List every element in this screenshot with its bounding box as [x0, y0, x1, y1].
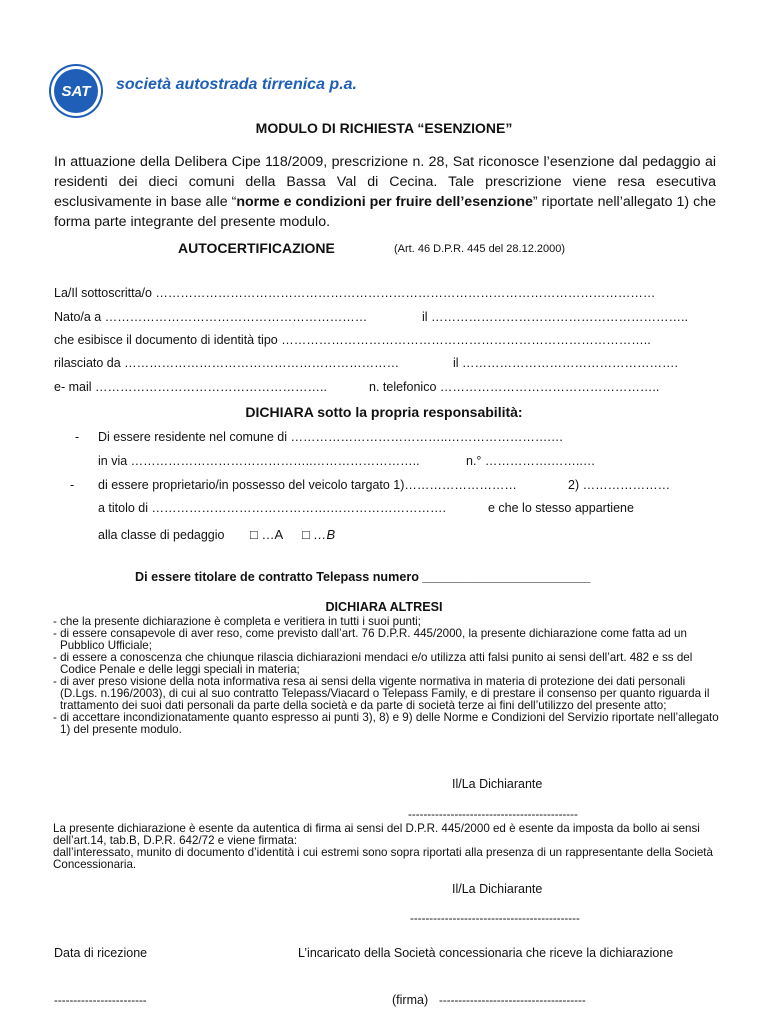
dichiara-heading: DICHIARA sotto la propria responsabilità:: [245, 404, 523, 420]
esente-line-2: dall’interessato, munito di documento d’identità i cui estremi sono sopra riportati alla presenza di un rappresentante della Società Concessionaria.: [53, 846, 713, 871]
checkbox-classe-a[interactable]: □ …A: [250, 527, 284, 542]
bullet-dash: -: [75, 430, 80, 444]
field-rilasciato-da[interactable]: rilasciato da …………………………………………………………: [54, 356, 400, 370]
field-nato-a[interactable]: Nato/a a ………………………………………………………: [54, 310, 368, 324]
dichiara-altresi-heading: DICHIARA ALTRESI: [325, 600, 443, 614]
intro-paragraph: In attuazione della Delibera Cipe 118/2009, prescrizione n. 28, Sat riconosce l’esenzione dal pedaggio ai residenti dei dieci comuni della Bassa Val di Cecina. Tale prescrizione viene resa esecutiva esclusivamente in base alle “norme e condizioni per fruire dell’esenzione” riportate nell’allegato 1) che forma parte integrante del presente modulo.: [54, 154, 717, 230]
field-telepass[interactable]: Di essere titolare de contratto Telepass numero ________________________: [135, 570, 591, 584]
field-nato-il[interactable]: il ……………………………………………………..: [422, 310, 688, 324]
field-targa-2[interactable]: 2) …………………: [568, 478, 671, 492]
dichiara-altresi-list: [53, 616, 719, 736]
signature-label-2: Il/La Dichiarante: [452, 882, 543, 896]
field-targa-1[interactable]: di essere proprietario/in possesso del veicolo targato 1)………………………: [98, 478, 517, 492]
date-line[interactable]: ------------------------: [54, 994, 147, 1007]
sat-logo: SAT: [51, 66, 101, 116]
classe-label: alla classe di pedaggio: [98, 528, 225, 542]
list-item: - di essere a conoscenza che chiunque rilascia dichiarazioni mendaci e/o utilizza atti falsi punito ai sensi dell’art. 482 e ss del Codice Penale e delle leggi speciali in materia;: [53, 651, 693, 676]
company-name: società autostrada tirrenica p.a.: [116, 76, 357, 93]
data-ricezione-label: Data di ricezione: [54, 946, 148, 960]
list-item: - di accettare incondizionatamente quanto espresso ai punti 3), 8) e 9) delle Norme e Condizioni del Servizio riportate nell’allegato 1) del presente modulo.: [53, 711, 719, 736]
signature-line-2[interactable]: --------------------------------------------: [410, 912, 580, 925]
firma-label: (firma): [392, 993, 429, 1007]
field-telefono[interactable]: n. telefonico ……………………………………………..: [369, 380, 660, 394]
field-residente[interactable]: Di essere residente nel comune di ………………………………..…………………….…: [98, 430, 564, 444]
page-title: MODULO DI RICHIESTA “ESENZIONE”: [255, 120, 513, 136]
list-item: - che la presente dichiarazione è completa e veritiera in tutti i suoi punti;: [53, 615, 421, 628]
signature-line-1[interactable]: --------------------------------------------: [408, 808, 578, 821]
field-sottoscritto[interactable]: La/Il sottoscritta/o …………………………………………………………………………………………………………: [54, 286, 656, 300]
autocertificazione-heading: AUTOCERTIFICAZIONE: [178, 240, 335, 256]
field-email[interactable]: e- mail ………………………………………………..: [54, 380, 327, 394]
field-documento[interactable]: che esibisce il documento di identità tipo ……………………………………………………………………………..: [54, 333, 651, 347]
checkbox-classe-b[interactable]: □ …B: [302, 527, 336, 542]
incaricato-label: L’incaricato della Società concessionaria che riceve la dichiarazione: [298, 946, 674, 960]
field-civico[interactable]: n.° …………….……..…: [466, 454, 596, 468]
bullet-dash: -: [70, 478, 75, 492]
appartiene-text: e che lo stesso appartiene: [488, 501, 634, 515]
signature-label-1: Il/La Dichiarante: [452, 777, 543, 791]
field-rilasciato-il[interactable]: il …………………………………………….: [453, 356, 678, 370]
firma-line[interactable]: --------------------------------------: [439, 994, 586, 1007]
autocertificazione-reference: (Art. 46 D.P.R. 445 del 28.12.2000): [394, 243, 566, 255]
field-via[interactable]: in via ……………………………………..……………………..: [98, 454, 420, 468]
list-item: - di essere consapevole di aver reso, come previsto dall’art. 76 D.P.R. 445/2000, la presente dichiarazione come fatta ad un Pubblico Ufficiale;: [53, 627, 687, 652]
field-titolo[interactable]: a titolo di …………………………………….……………………….: [98, 501, 446, 515]
list-item: - di aver preso visione della nota informativa resa ai sensi della vigente normativa in materia di protezione dei dati personali (D.Lgs. n.196/2003), di cui al suo contratto Telepass/Viacard o Telepass Family, e di prestare il consenso per quanto riguarda il trattamento dei suoi dati personali da parte della società e da parte di società terze ai fini dell’utilizzo del presente atto;: [53, 675, 710, 712]
esente-note: [53, 823, 719, 871]
esente-line-1: La presente dichiarazione è esente da autentica di firma ai sensi del D.P.R. 445/2000 ed è esente da imposta da bollo ai sensi dell’art.14, tab.B, D.P.R. 642/72 e viene firmata:: [53, 822, 700, 847]
